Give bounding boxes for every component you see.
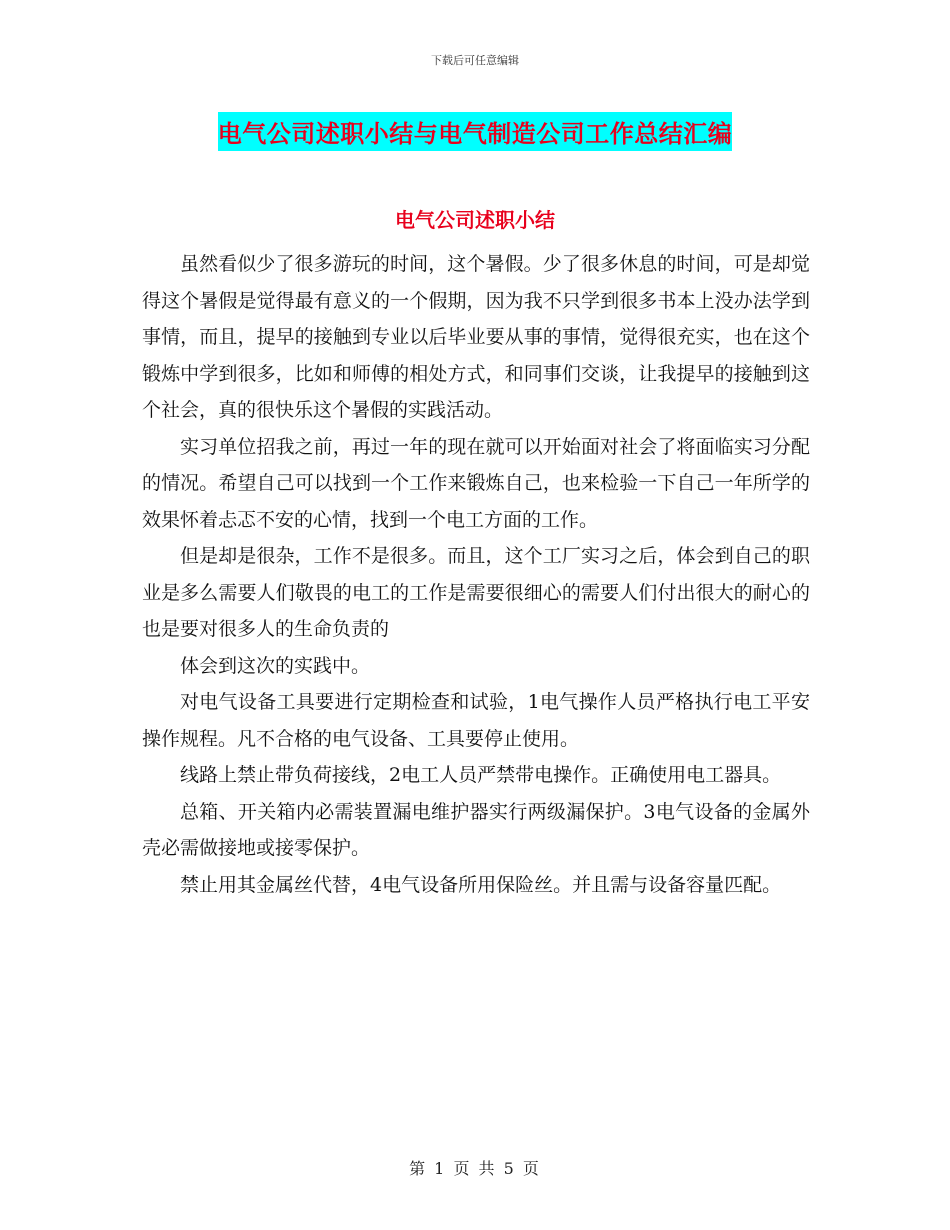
section-title: 电气公司述职小结 [395,208,555,232]
document-title: 电气公司述职小结与电气制造公司工作总结汇编 [218,112,733,151]
paragraph: 实习单位招我之前，再过一年的现在就可以开始面对社会了将面临实习分配的情况。希望自己可以找到一个工作来锻炼自己，也来检验一下自己一年所学的效果怀着忐忑不安的心情，找到一个电工方面的工作。 [142,435,810,531]
paragraph: 体会到这次的实践中。 [180,654,371,677]
paragraph: 线路上禁止带负荷接线，2电工人员严禁带电操作。正确使用电工器具。 [180,764,782,786]
paragraph: 总箱、开关箱内必需装置漏电维护器实行两级漏保护。3电气设备的金属外壳必需做接地或接零保护。 [142,800,810,859]
paragraph: 对电气设备工具要进行定期检查和试验，1电气操作人员严格执行电工平安操作规程。凡不合格的电气设备、工具要停止使用。 [142,691,810,750]
paragraph: 禁止用其金属丝代替，4电气设备所用保险丝。并且需与设备容量匹配。 [180,873,782,896]
page-header: 下载后可任意编辑 [431,54,519,67]
document-title-container [0,112,950,151]
page-number: 第 1 页 共 5 页 [409,1159,541,1178]
paragraph: 但是却是很杂，工作不是很多。而且，这个工厂实习之后，体会到自己的职业是多么需要人们敬畏的电工的工作是需要很细心的需要人们付出很大的耐心的也是要对很多人的生命负责的 [142,545,810,640]
document-body [142,246,810,903]
paragraph: 虽然看似少了很多游玩的时间，这个暑假。少了很多休息的时间，可是却觉得这个暑假是觉得最有意义的一个假期，因为我不只学到很多书本上没办法学到事情，而且，提早的接触到专业以后毕业要从事的事情，觉得很充实，也在这个锻炼中学到很多，比如和师傅的相处方式，和同事们交谈，让我提早的接触到这个社会，真的很快乐这个暑假的实践活动。 [142,253,810,421]
